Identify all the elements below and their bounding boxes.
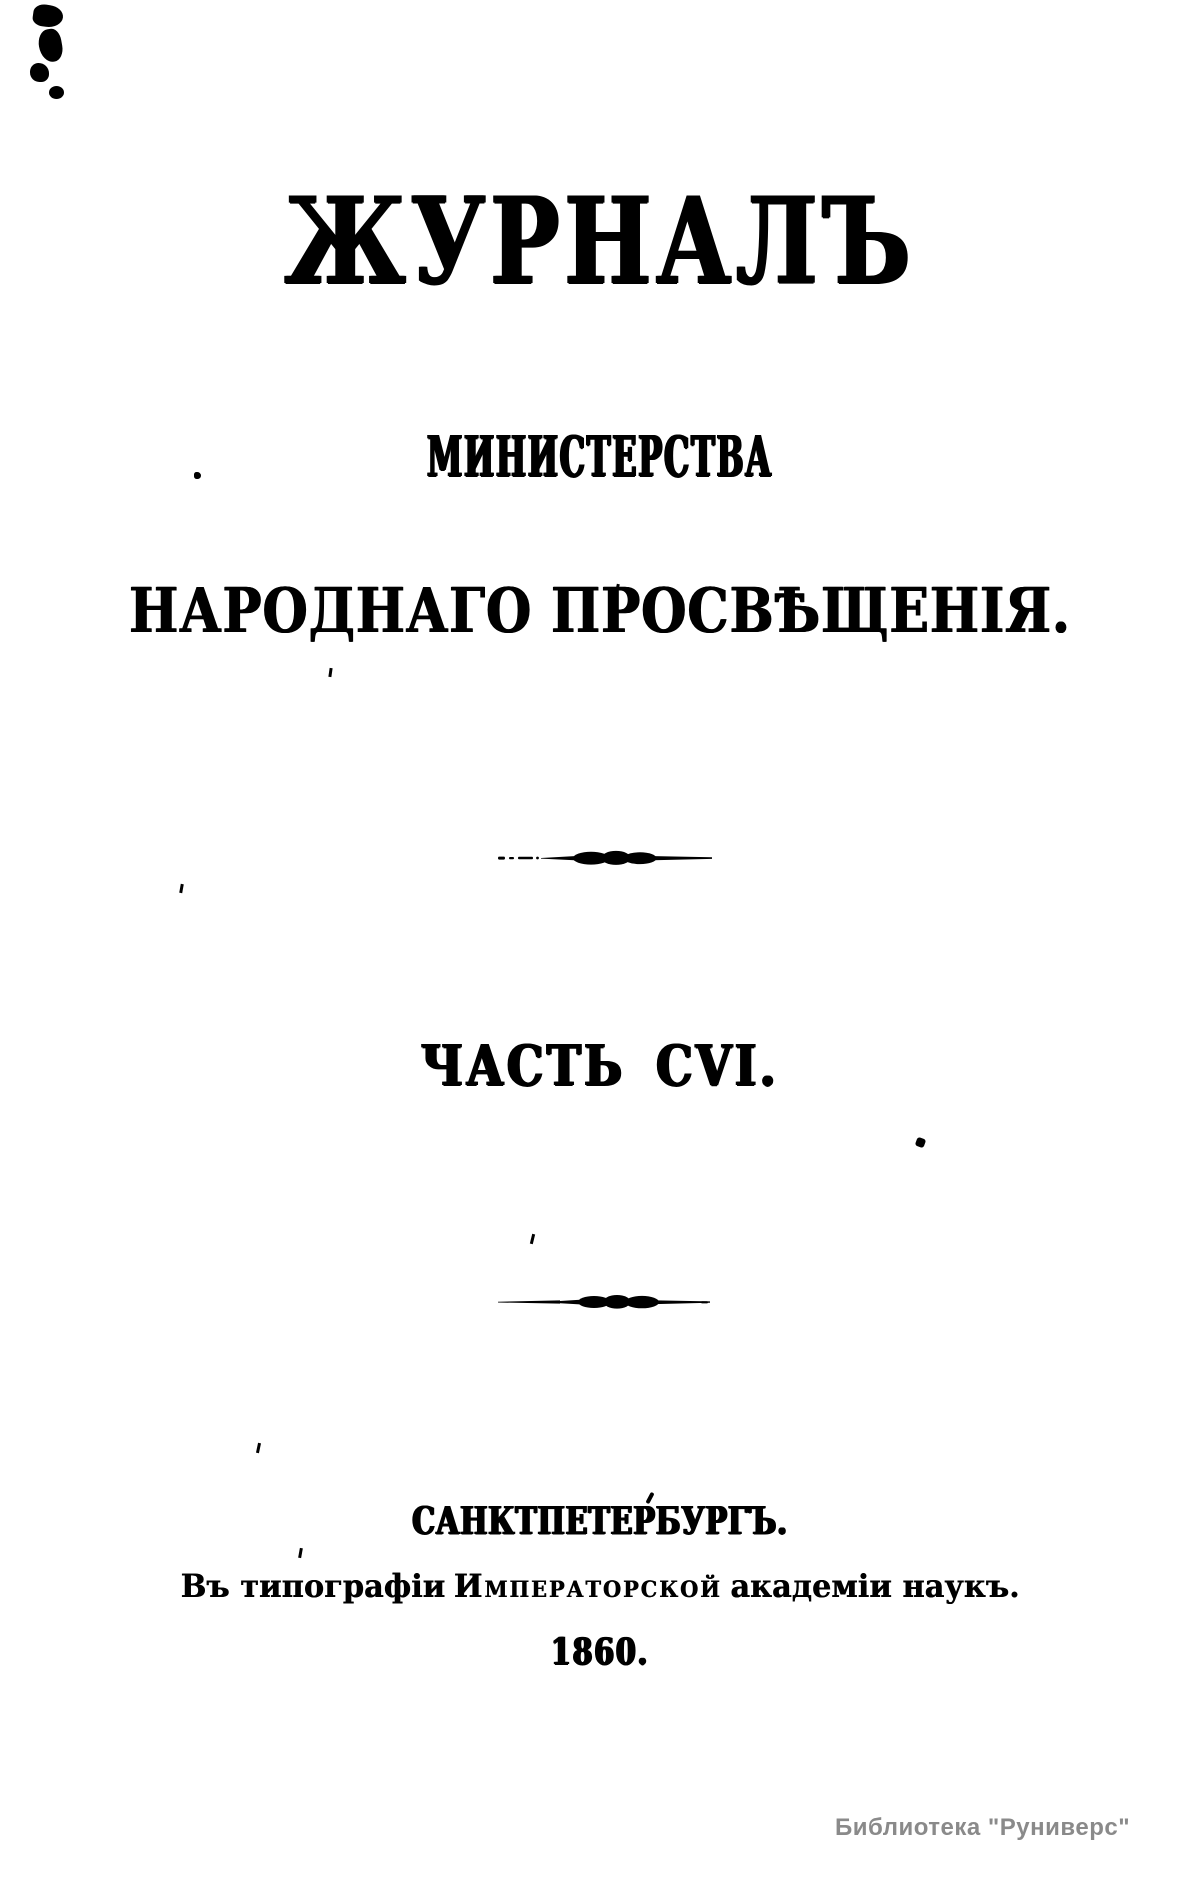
ink-speck <box>298 1548 303 1558</box>
page-title: ЖУРНАЛЪ <box>284 171 916 312</box>
publisher-prefix: Въ типографіи <box>180 1567 446 1605</box>
corner-ink-blot <box>49 86 64 99</box>
corner-ink-blot <box>30 63 49 82</box>
ministry-line: МИНИСТЕРСТВА <box>427 424 773 490</box>
part-label: ЧАСТЬ CVI. <box>421 1033 779 1099</box>
ornament-divider-1 <box>498 847 712 869</box>
ink-speck <box>194 472 201 479</box>
year-line: 1860. <box>550 1631 650 1673</box>
city-line: САНКТПЕТЕРБУРГЪ. <box>412 1498 788 1543</box>
ink-speck <box>256 1443 261 1453</box>
corner-ink-blot <box>32 3 65 29</box>
ink-speck <box>530 1234 535 1244</box>
ink-speck <box>328 668 332 677</box>
ink-speck <box>179 884 184 893</box>
publisher-line <box>180 1567 1020 1605</box>
publisher-emphasis: Императорской <box>453 1567 722 1605</box>
publisher-suffix: академіи наукъ. <box>730 1567 1020 1605</box>
corner-ink-blot <box>36 27 64 63</box>
department-line: НАРОДНАГО ПРОСВѢЩЕНІЯ. <box>129 574 1071 647</box>
runivers-watermark: Библиотека "Руниверс" <box>835 1814 1131 1841</box>
ornament-divider-2 <box>498 1291 710 1313</box>
ink-speck <box>915 1137 927 1149</box>
